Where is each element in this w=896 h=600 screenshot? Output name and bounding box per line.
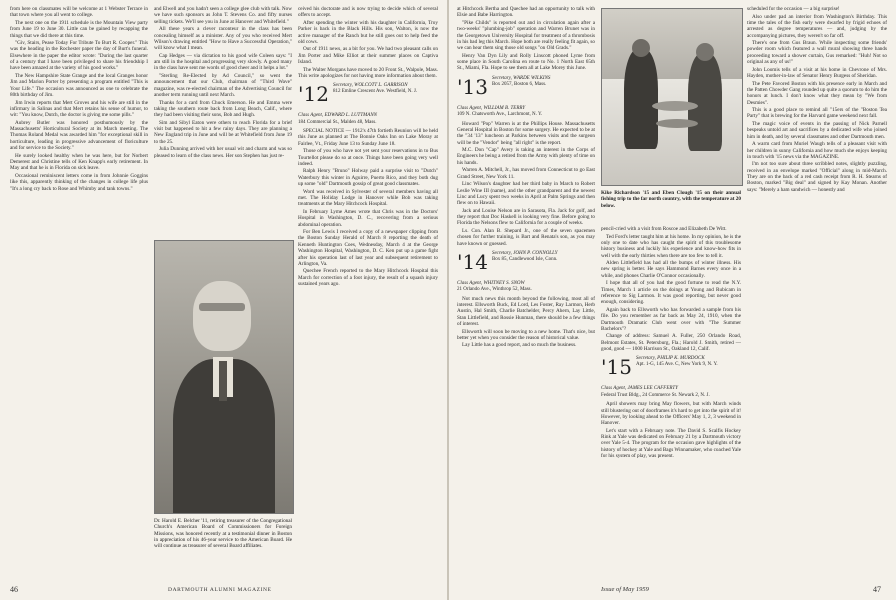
paragraph: April showers may bring May flowers, but with March winds still blustering out of doorframes it's hard to get into the spirit of it! However, by looking ahead to the Officers' May 1, 2, 3 weekend in Hanover. [601, 401, 741, 427]
paragraph: A warm card from Muriel Waugh tells of a pleasant visit with her children in sunny California and how much she enjoys keeping in touch with '15 news via the MAGAZINE. [747, 141, 887, 160]
paragraph: He surely looked healthy when he was here, but for Norbert Demerest and Christine tells of Ken Knapp's early retirement. In May and that he is in Florida on sick leave. [10, 152, 148, 172]
paragraph: "Pike Childs" is reported out and in circulation again after a two-weeks' "plumbing-job" operation and Warren Brunet was in the Georgetown University Hospital for treatment of a thrombosis in his bad leg this March. Hope both are really feeling fit again, so we can hear them sing those old songs "on Old Grads." [457, 19, 595, 52]
issue-date: Issue of May 1959 [601, 586, 649, 593]
paragraph: scheduled for the occasion — a big surprise! [747, 6, 840, 12]
paragraph: Also under pad an interior from Washington's Birthday. This time the tales of the fish early were dwarfed by frigid echoes of arrested as degree temperatures — and, judging by the accompanying pictures, they weren't so far off. [747, 13, 887, 39]
class-agent-address: 109 N. Chatsworth Ave., Larchmont, N. Y. [457, 112, 543, 118]
paragraph: I'm not too sure about three scribbled notes, slightly puzzling, received in an envelope marked "Official" along in mid-March. They are on the back of a red cash receipt from R. H. Stearns of Boston, marked "Big deal" and signed by Kay Monan. Another says: "Merely a ham sandwich — honestly and [747, 161, 887, 193]
class-agent: Class Agent, WHITNEY S. SNOW [457, 280, 525, 286]
class-agent-address: 184 Commercial St., Malden 48, Mass. [298, 119, 377, 125]
class-secretary: Secretary, JOHN P. CONNOLLY [491, 250, 558, 256]
class-year: '12 [298, 82, 329, 107]
paragraph: Change of address: Samuel A. Fuller, 250 Orlando Road, Belmont Estates, St. Petersburg, Fla.; Harold J. Smith, retired — good, good — 1000 Harrison St., Oakland 12, Calif. [601, 333, 741, 353]
class-year: '15 [601, 355, 632, 380]
class-1913-heading [457, 76, 595, 102]
paragraph: Ralph Henry "Bruno" Holway paid a surprise visit to "Dutch" Waterbury this winter in Aguirre, Puerto Rico, and they both dug up some "old" Dartmouth gossip of great good classmates. [298, 168, 438, 188]
paragraph: Thanks for a card from Chuck Emerson. He and Emma were taking the southern route back from Long Beach, Calif., where they had been visiting their sons, Bob and Hugh. [154, 99, 292, 119]
paragraph: All these years a clever raconteur in the class has been concealing himself as a minister. Any of you who received Mert Wilson's drawing entitled "How to Have a Successful Operation," will know what I mean. [154, 26, 292, 52]
paragraph: "Giv, Stairs, Pease Today For Tribute To Burt R. Cooper." This was the heading in the Rochester paper the day of Burt's funeral. Elsewhere in the paper the editor wrote: "During the last quarter of a century that I have been privileged to share his friendship I have been amazed at the variety of his good works." [10, 40, 148, 72]
paragraph: Quechee French reported to the Mary Hitchcock Hospital this March for correction of a foot injury, the result of a squash injury sustained years ago. [298, 268, 438, 288]
class-secretary-address: Apt. 1-G, 145 Ave. C, New York 9, N. Y. [635, 362, 718, 368]
right-column-1 [457, 6, 595, 580]
paragraph: Alden Littlefield has had all the bumps of winter illness. His new spring is better. He says Hammond Barnes every once in a while, and phones Charlie O'Connor occasionally. [601, 260, 741, 279]
page-number-right: 47 [873, 585, 881, 594]
class-agent-address: Federal Trust Bldg., 24 Commerce St. Newark 2, N. J. [601, 392, 710, 398]
paragraph: Out of 1911 news, as a bit for you. We had two pleasant calls on Jim Porter and Mike Elliot at their summer places on Captiva Island. [298, 46, 438, 66]
paragraph: Linc Wilson's daughter had her third baby in March to Robert Leslie Wine III (name), and the other grandparent and the newest Linc and Lucy spent two weeks in April at Palm Springs and then flew on to Hawaii. [457, 181, 595, 207]
fishing-photo [601, 8, 743, 186]
class-1914-heading [457, 251, 595, 277]
class-agent-address: 21 Orlando Ave., Winthrop 52, Mass. [457, 287, 532, 293]
paragraph: Julia Dunning arrived with her usual wit and charm and was so pleased to learn of the class news. Her son Stephen has just re- [154, 146, 292, 159]
paragraph: pencil-cried with a visit from Roscoe and Elizabeth De Witt. [601, 226, 727, 232]
paragraph: There's one from Gus Braun. While inspecting some friends' powder room which featured a wall mural showing three hands proceeding toward a shower curtain, Gus remarked: "Huh! Not so original as any of us!" [747, 40, 887, 66]
paragraph: from here on classmates will be welcome at 1 Webster Terrace in that town where you all went to college. [10, 6, 148, 19]
paragraph: Aubrey Butler was honored posthumously by the Massachusetts' Horticultural Society at its March meeting. The Thomas Roland Medal was awarded him "for exceptional skill in horticulture, leading in progressive advancement of floriculture and for service to the Society." [10, 119, 148, 152]
paragraph: For Ben Lewis I received a copy of a newspaper clipping from the Boston Sunday Herald of March 8 reporting the death of Kenneth Huntington Coes, Wednesday, March 4 at the George Washington Hospital, Washington, D. C. Ken put up a game fight after his operation last of last year and subsequent retirement to Arlington, Va. [298, 229, 438, 267]
paragraph: Let's start with a February note. The David S. Scalfis Hockey Rink at Yale was dedicated on February 21 by a Dartmouth victory over Yale 5-4. The program for the occasion gave highlights of the history of hockey at Yale and Bags Winnamaker, who coached Yale for his system of play, was present. [601, 427, 741, 460]
paragraph: The Walter Morgans have moved to 20 Front St., Walpole, Mass. This write apologizes for not having more information about them. [298, 66, 438, 79]
paragraph: "Sterling Re-Elected by Ad Council," so went the announcement that our Club, chairman of "Third Wave" magazine, was re-elected chairman of the Advertising Council for another term running until next March. [154, 73, 292, 99]
class-year: '14 [457, 249, 488, 274]
paragraph: Warren A. Mitchell, Jr., has moved from Connecticut to go East Grand Street, New York 11. [457, 167, 595, 180]
paragraph: This is a good place to remind all "15ers of the "Boston Tea Party" that is brewing for the Harvard game weekend next fall. [747, 107, 887, 120]
class-1915-heading [601, 356, 741, 382]
class-1912-heading [298, 83, 438, 109]
paragraph: Sim and Sibyl Eaton were others to reach Florida for a brief visit but happened to hit a few rainy days. They are planning a New England trip in June and will be at Whitefield from June 19 to the 25. [154, 119, 292, 145]
paragraph: Henry Van Dyn Lily and Rolly Linscott phoned Lyme from some place in South Carolina en route to No. 1 North East 65th St., Miami, Fla. Hope to see them all at Lake Morey this June. [457, 52, 595, 72]
class-secretary-address: Box 85, Candlewood Isle, Conn. [491, 256, 558, 262]
fishing-photo-caption: Kike Richardson '15 and Eben Clough '15 on their annual fishing trip to the far north country, with the temperature at 20 below. [601, 190, 741, 209]
paragraph: John Loomis tells of a visit at his home in Chevrone of Mrs. Hayden, mother-in-law of Senator Henry Burgess of Sheridan. [747, 66, 887, 79]
class-agent: Class Agent, JAMES LEE CAFFERTY [601, 386, 678, 392]
paragraph: Ls. Con. Alan B. Shepard Jr., one of the seven spacemen chosen for further training, is Bart and Renata's son, as you may have known or guessed. [457, 227, 595, 247]
left-page [0, 0, 447, 600]
class-secretary: Secretary, WARDE WILKINS [491, 75, 551, 81]
left-column-2 [154, 6, 292, 236]
paragraph: The New Hampshire State Grange and the local Granges honor Jim and Marion Porter by presenting a program entitled "This is Your Life." The occasion was announced as one to celebrate the 80th birthday of Jim. [10, 73, 148, 99]
paragraph: Ellsworth will soon be moving to a new home. That's nice, but better yet when you consider the reason of historical value. [457, 328, 595, 341]
paragraph: After spending the winter with his daughter in California, Troy Parker is back in the Black Hills. His son, Walton, is now the active manager of the Ranch but he still goes out to help feed the old cows. [298, 19, 438, 45]
right-column-3 [747, 6, 887, 580]
paragraph: Jack and Louise Nelson are in Sarasota, Fla. Jack for golf, and they report that Doc Haskell is looking very fine. Before going to Florida the Nelsons flew to California for a couple of weeks. [457, 207, 595, 227]
left-column-3 [298, 6, 438, 580]
paragraph: Not much news this month beyond the following, most all of interest. Ellsworth Buck, Ed Lord, Les Foster, Ray Larmon, Herb Austin, Hal Smith, Charlie Batchelder, Percy Ahern, Lay Little, Stan Littlefield, and Rossie Hunman, there should be a few things of interest. [457, 295, 595, 328]
running-head: DARTMOUTH ALUMNI MAGAZINE [168, 587, 272, 593]
class-secretary: Secretary, WOLCOTT L. GARRISON [332, 83, 408, 89]
class-year: '13 [457, 74, 488, 99]
paragraph: Word was received in Sylvester of several members having all met. The Holiday Lodge in Hanover while Bob was taking treatments at the Mary Hitchcock Hospital. [298, 188, 438, 208]
paragraph: Lay Little has a good report, and so much the business. [462, 342, 577, 349]
class-agent: Class Agent, EDWARD L. LUTTMANN [298, 113, 378, 119]
paragraph: Jim Irwin reports that Mert Groves and his wife are still in the infirmary in Salinas and that Mert retains his sense of humor, to wit: "You know, Dutch, the doctor is giving me some pills." [10, 99, 148, 119]
portrait-photo [154, 240, 294, 514]
paragraph: Occasional reminiscent letters come in from Johnnie Goggins like this, apparently thinking of the changes in college life plus "It's a long cry back to Rose and Whimby and tank towns." [10, 172, 148, 192]
paragraph: The magic voice of events in the passing of Nick Parnell bespeaks untold art and sacrifices by a dedicated wife who joined him in death, and by several classmates and other Dartmouth men. [747, 120, 887, 140]
paragraph: Cap Hedges — via dictation to his good wife Coleen says: "I am still in the hospital and progressing very slowly. A good many in the class have sent me words of good cheer and it helps a lot." [154, 52, 292, 72]
paragraph: Those of you who have not yet sent your reservations in to Bus Tourtellot please do so at once. Things have been going very well indeed. [298, 148, 438, 167]
paragraph: ceived his doctorate and is now trying to decide which of several offers to accept. [298, 6, 438, 19]
right-column-2 [601, 226, 741, 580]
class-agent: Class Agent, WILLIAM B. TERRY [457, 105, 526, 111]
photo-caption: Dr. Harold E. Belcher '11, retiring treasurer of the Congregational Church's American Board of Commissioners for Foreign Missions, was honored recently at a testimonial dinner in Boston in appreciation of his 46-year service to the American Board. He will continue as treasurer of several Board affiliates. [154, 518, 292, 550]
paragraph: The next one on the 1911 schedule is the Mountain View party from June 19 to June 30. Little can be gained by recapping the things that we did there at this time. [10, 19, 148, 39]
right-page [449, 0, 896, 600]
class-secretary-address: Box 2057, Boston 6, Mass. [491, 81, 547, 87]
paragraph: Howard "Pop" Warren is at the Phillips House. Massachusetts General Hospital in Boston for some surgery. He expected to be at the "34 '13" luncheon at Parkins between visits and the surgeon will be the "Vendor" being "all right" is the report. [457, 120, 595, 146]
class-secretary-address: 812 Emline Crescent Ave. Westfield, N. J. [332, 89, 418, 95]
paragraph: In February Lyme Ames wrote that Chris was in the Doctors' Hospital in Washington, D. C., recovering from a serious abdominal operation. [298, 208, 438, 228]
paragraph: SPECIAL NOTICE — 1912's 47th fortieth Reunion will be held this June as planned at The Bonnie Oaks Inn on Lake Moray at Fairlee, Vt., Friday June 13 to Sunday June 18. [298, 128, 438, 147]
paragraph: The Pete Favored Boston with his presence early in March and the Patten Chowder Gang rounded up quite a quorum to do him the honors at lunch. I don't know what they mean by "We from Desmies". [747, 80, 887, 106]
paragraph: I hope that all of you had the good fortune to read the N.Y. Times, March 1 article on the doings at Young and Rubicam in reference to Sig Larmon. It was good reporting, but never good enough, considering. [601, 280, 741, 306]
page-number-left: 46 [10, 585, 18, 594]
class-secretary: Secretary, PHILIP K. MURDOCK [635, 356, 705, 362]
paragraph: Ted Ford's letter taught him at his home. In my opinion, he is the only one to date who has caught the spirit of this troublesome history business and luckily his experience and know-how fits in well with the early thirties when there are too few to tell it. [601, 233, 741, 259]
paragraph: Again back to Ellsworth who has forwarded a sample from his file. Do you remember as far back as May 24, 1910, when the Dartmouth Dramatic Club went over with "The Summer Bachelors"? [601, 306, 741, 332]
paragraph: at Hitchcock Bertha and Quechee had an opportunity to talk with Elsie and Babe Harrington. [457, 6, 595, 19]
paragraph: and Elwell and you hadn't seen a college glee club with talk. Now we have such sponsors as John T. Stevens Co. and fifty nurses selling tickets. We'll see you in June at Hanover and Whitefield." [154, 6, 292, 25]
left-column-1 [10, 6, 148, 580]
paragraph: M.C. Don "Cap" Avery is taking an interest in the Corps of Engineers he being a retired from the Army with plenty of time on his hands. [457, 147, 595, 166]
